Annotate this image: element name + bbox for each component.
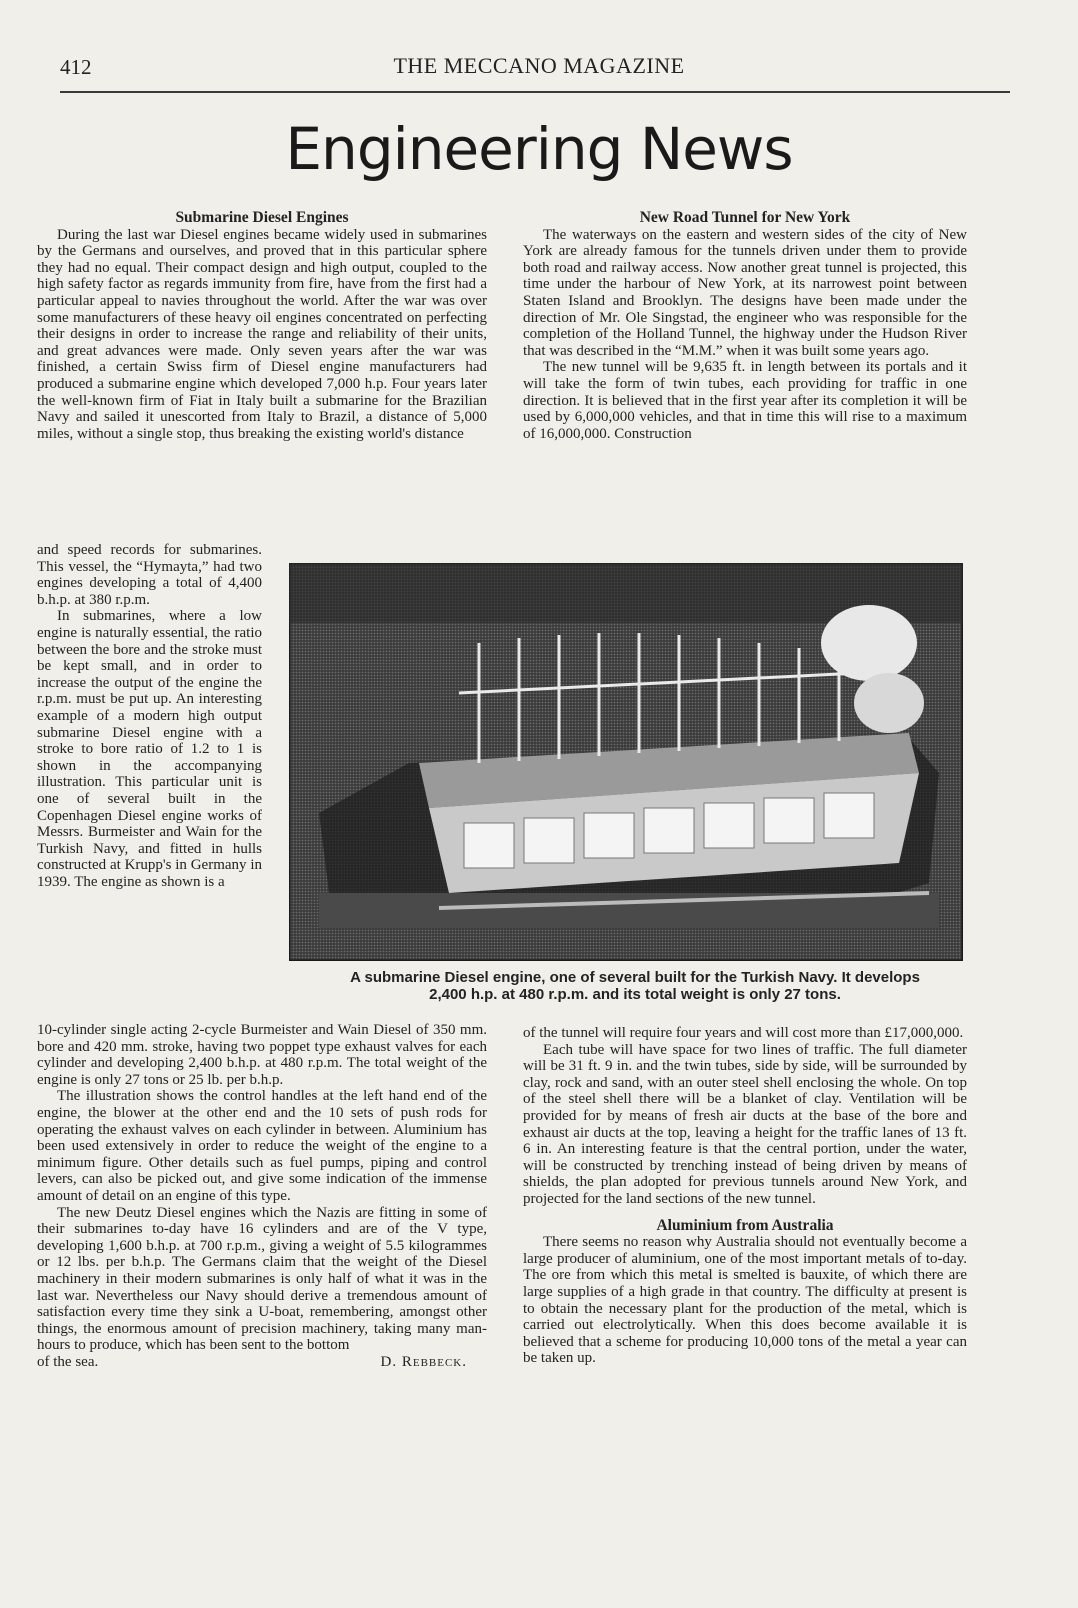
tunnel-paragraph-2: The new tunnel will be 9,635 ft. in length between its portals and it will take the form of twin tubes, each providing for traffic in one direction. It is believed that in the first year after its completion it will be used by 6,000,000 vehicles, and that in time this will rise to a maximum of 16,000,000. Construction bbox=[523, 359, 967, 442]
submarine-article-top bbox=[37, 210, 487, 442]
signature-line bbox=[37, 1354, 487, 1371]
aluminium-heading: Aluminium from Australia bbox=[656, 1216, 834, 1234]
photo-caption bbox=[285, 969, 985, 1003]
submarine-article-bottom bbox=[37, 1022, 487, 1370]
aluminium-paragraph-1: There seems no reason why Australia should not eventually become a large producer of aluminium, one of the most important metals of to-day. The ore from which this metal is smelted is bauxite, of which there are large supplies of a high grade in that country. The difficulty at present is to obtain the necessary plant for the production of the metal, which is carried out electrolytically. When this does become available it is believed that a scheme for producing 10,000 tons of the metal a year can be taken up. bbox=[523, 1234, 967, 1367]
submarine-paragraph-1: During the last war Diesel engines became widely used in submarines by the Germans and ourselves, and proved that in this particular sphere they had no equal. Their compact design and high output, coupled to the high safety factor as regards immunity from fire, have from the first had a particular appeal to navies throughout the world. After the war was over some manufacturers of these heavy oil engines concentrated on perfecting their designs in order to increase the range and reliability of their units, and great advances were made. Only seven years after the war was finished, a certain Swiss firm of Diesel engine manufacturers had produced a submarine engine which developed 7,000 h.p. Four years later the well-known firm of Fiat in Italy built a submarine for the Brazilian Navy and sailed it unescorted from Italy to Brazil, a distance of 5,000 miles, without a single stop, thus breaking the existing world's distance bbox=[37, 226, 487, 442]
tunnel-article-bottom bbox=[523, 1025, 967, 1367]
magazine-title: THE MECCANO MAGAZINE bbox=[393, 53, 685, 78]
tunnel-paragraph-3: Each tube will have space for two lines of traffic. The full diameter will be 31 ft. 9 in. and the twin tubes, side by side, will be surrounded by clay, rock and sand, with an outer steel shell enclosing the whole. On top of the steel shell there will be a blanket of clay. Ventilation will be provided for by means of fresh air ducts at the base of the bore and exhaust air ducts at the top, leaving a height for the traffic lanes of 13 ft. 6 in. An interesting feature is that the central portion, under the water, will be constructed by trenching instead of being driven by means of shields, the plan adopted for previous tunnels around New York, and projected for the land sections of the new tunnel. bbox=[523, 1041, 967, 1207]
caption-line-2: 2,400 h.p. at 480 r.p.m. and its total weight is only 27 tons. bbox=[429, 986, 841, 1003]
tunnel-paragraph-2-continued: of the tunnel will require four years and will cost more than £17,000,000. bbox=[523, 1025, 964, 1041]
tunnel-heading: New Road Tunnel for New York bbox=[639, 209, 851, 226]
submarine-paragraph-4-end: of the sea. bbox=[37, 1353, 99, 1370]
tunnel-article-top bbox=[523, 210, 967, 442]
page-number: 412 bbox=[60, 55, 92, 79]
header-rule bbox=[60, 91, 1010, 93]
submarine-paragraph-3: The illustration shows the control handles at the left hand end of the engine, the blower at the other end and the 10 sets of push rods for operating the exhaust valves on each cylinder in between. Aluminium has been used extensively in order to reduce the weight of the engine to a minimum figure. Other details such as fuel pumps, piping and control levers, can also be picked out, and give some indication of the immense amount of detail on an engine of this type. bbox=[37, 1088, 487, 1204]
author-name: D. Rebbeck. bbox=[380, 1353, 467, 1370]
submarine-heading: Submarine Diesel Engines bbox=[175, 209, 349, 226]
diesel-engine-photo bbox=[289, 563, 963, 961]
caption-line-1: A submarine Diesel engine, one of several built for the Turkish Navy. It develops bbox=[350, 969, 920, 986]
submarine-paragraph-1-continued: and speed records for submarines. This vessel, the “Hymayta,” had two engines developing a total of 4,400 b.h.p. at 380 r.p.m. bbox=[37, 542, 262, 608]
page-title: Engineering News bbox=[285, 115, 793, 183]
submarine-paragraph-2: In submarines, where a low engine is naturally essential, the ratio between the bore and the stroke must be kept small, and in order to increase the output of the engine the r.p.m. must be put up. An interesting example of a modern high output submarine Diesel engine with a stroke to bore ratio of 1.2 to 1 is shown in the accompanying illustration. This particular unit is one of several built in the Copenhagen Diesel engine works of Messrs. Burmeister and Wain for the Turkish Navy, and fitted in hulls constructed at Krupp's in Germany in 1939. The engine as shown is a bbox=[37, 608, 262, 890]
submarine-paragraph-4: The new Deutz Diesel engines which the Nazis are fitting in some of their submarines to-day have 16 cylinders and are of the V type, developing 1,600 b.h.p. at 700 r.p.m., giving a weight of 5.5 kilogrammes or 12 lbs. per b.h.p. The Germans claim that the weight of the Diesel machinery in their modern submarines is only half of what it was in the last war. Nevertheless our Navy should derive a tremendous amount of satisfaction every time they sink a U-boat, remembering, amongst other things, the enormous amount of precision machinery, taking many man-hours to produce, which has been sent to the bottom bbox=[37, 1204, 487, 1354]
submarine-paragraph-2-continued: 10-cylinder single acting 2-cycle Burmeister and Wain Diesel of 350 mm. bore and 420 mm. stroke, having two poppet type exhaust valves for each cylinder and developing 2,400 b.h.p. at 480 r.p.m. The total weight of the engine is only 27 tons or 25 lb. per b.h.p. bbox=[37, 1022, 487, 1088]
submarine-article-narrow bbox=[37, 542, 262, 890]
tunnel-paragraph-1: The waterways on the eastern and western sides of the city of New York are already famous for the tunnels driven under them to provide both road and railway access. Now another great tunnel is projected, this time under the harbour of New York, at its narrowest point between Staten Island and Brooklyn. The designs have been made under the direction of Mr. Ole Singstad, the engineer who was responsible for the completion of the Holland Tunnel, the highway under the Hudson River that was described in the “M.M.” when it was built some years ago. bbox=[523, 226, 967, 359]
